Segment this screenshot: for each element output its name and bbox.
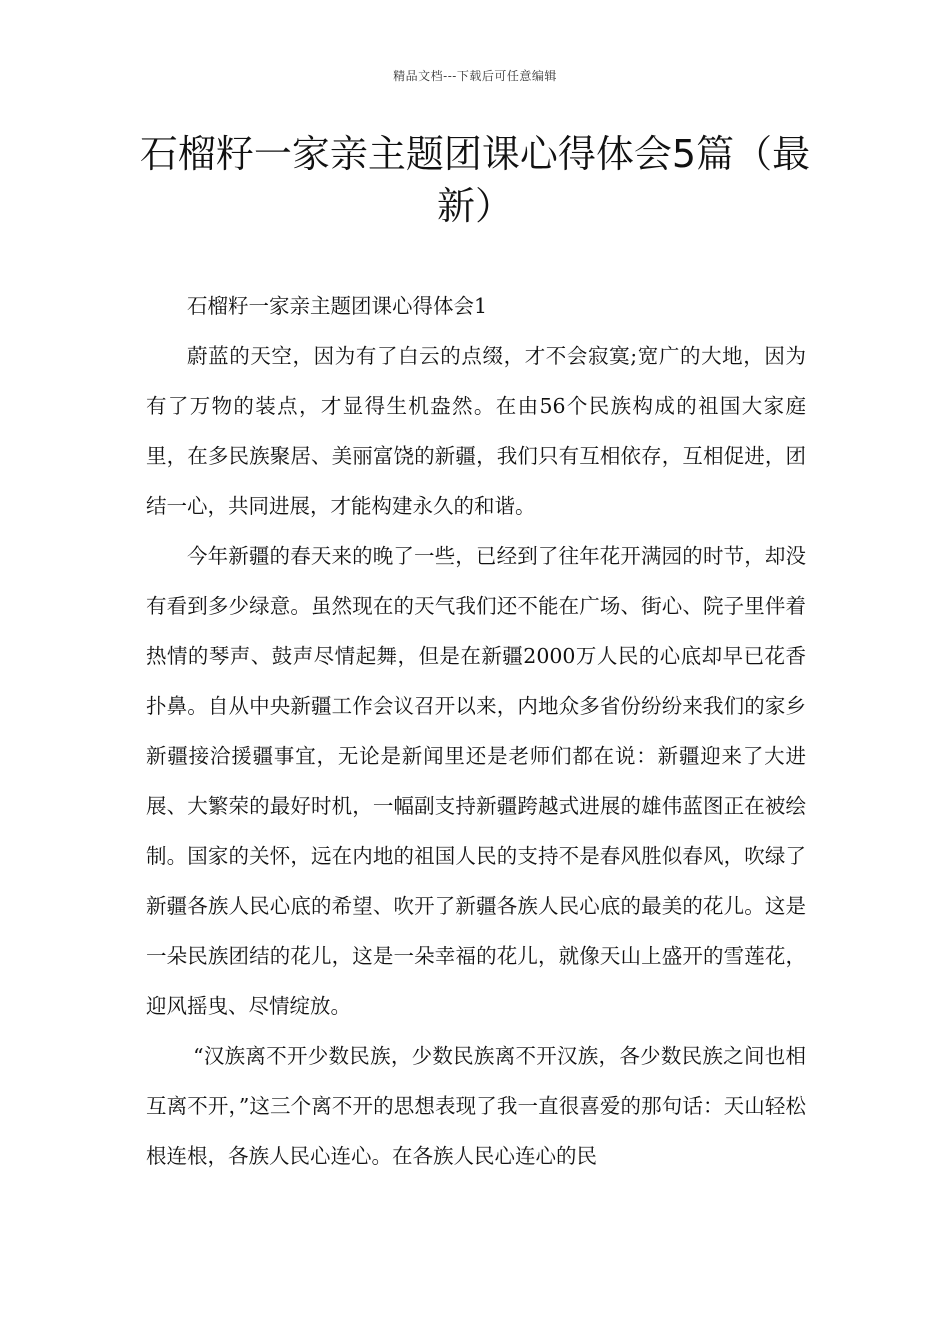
document-title: 石榴籽一家亲主题团课心得体会5篇（最新） (139, 132, 811, 228)
body-paragraph: 今年新疆的春天来的晚了一些，已经到了往年花开满园的时节，却没有看到多少绿意。虽然现在的天气我们还不能在广场、街心、院子里伴着热情的琴声、鼓声尽情起舞，但是在新疆2000万人民的心底却早已花香扑鼻。自从中央新疆工作会议召开以来，内地众多省份纷纷来我们的家乡新疆接洽援疆事宜，无论是新闻里还是老师们都在说：新疆迎来了大进展、大繁荣的最好时机，一幅副支持新疆跨越式进展的雄伟蓝图正在被绘制。国家的关怀，远在内地的祖国人民的支持不是春风胜似春风，吹绿了新疆各族人民心底的希望、吹开了新疆各族人民心底的最美的花儿。这是一朵民族团结的花儿，这是一朵幸福的花儿，就像天山上盛开的雪莲花，迎风摇曳、尽情绽放。 (146, 544, 806, 1018)
section-heading: 石榴籽一家亲主题团课心得体会1 (187, 294, 488, 318)
body-paragraph: 蔚蓝的天空，因为有了白云的点缀，才不会寂寞;宽广的大地，因为有了万物的装点，才显得生机盎然。在由56个民族构成的祖国大家庭里，在多民族聚居、美丽富饶的新疆，我们只有互相依存，互相促进，团结一心，共同进展，才能构建永久的和谐。 (146, 344, 806, 518)
header-note: 精品文档---下载后可任意编辑 (393, 69, 557, 83)
document-body (146, 281, 806, 1181)
body-paragraph: “汉族离不开少数民族，少数民族离不开汉族，各少数民族之间也相互离不开，”这三个离不开的思想表现了我一直很喜爱的那句话：天山轻松根连根，各族人民心连心。在各族人民心连心的民 (146, 1044, 806, 1168)
